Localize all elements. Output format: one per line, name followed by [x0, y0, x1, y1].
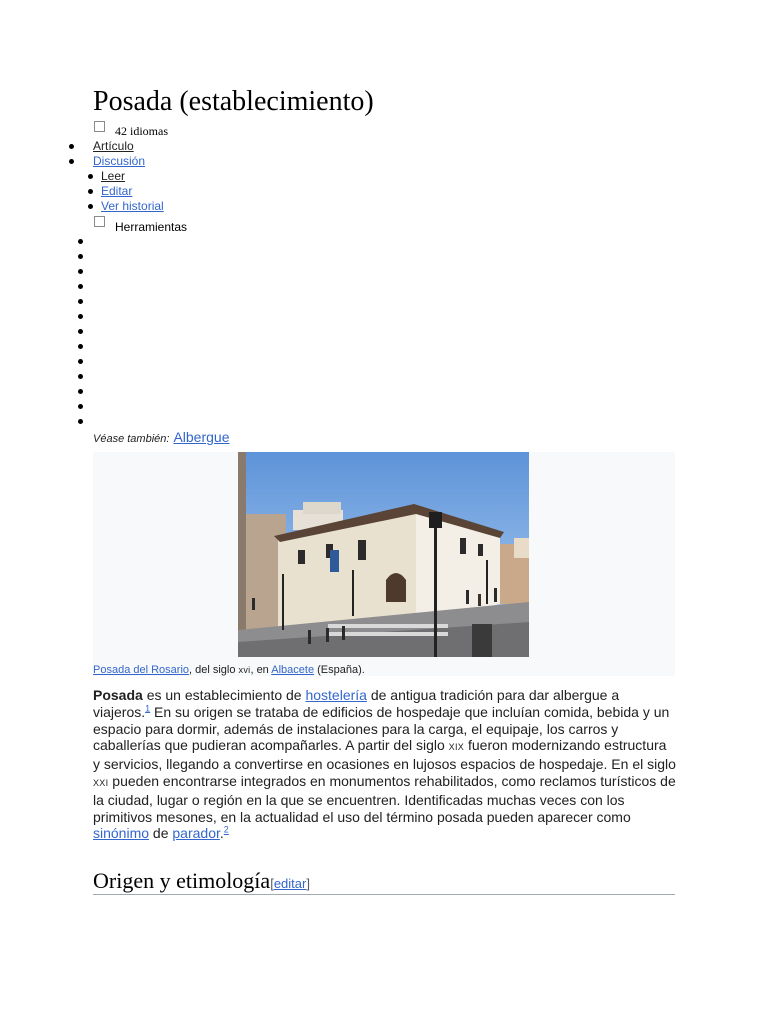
edit-label[interactable]: editar [273, 876, 307, 891]
intro-bold-term: Posada [93, 687, 143, 703]
albacete-link[interactable]: Albacete [271, 664, 315, 676]
intro-text: es un establecimiento de [142, 687, 306, 703]
tools-menu-bullet [78, 329, 83, 334]
tools-menu-bullet [78, 299, 83, 304]
caption-text: , del siglo [189, 664, 239, 676]
posada-photo[interactable] [238, 452, 529, 657]
tools-menu-bullet [78, 269, 83, 274]
tools-menu-bullet [78, 344, 83, 349]
tools-menu-bullet [78, 359, 83, 364]
edit-bracket: ] [306, 876, 310, 891]
tools-label[interactable]: Herramientas [115, 220, 188, 234]
albergue-link[interactable]: Albergue [173, 429, 230, 445]
section-heading-title: Origen y etimología [93, 868, 271, 893]
reference-1-link[interactable]: 1 [145, 703, 151, 714]
tab-leer[interactable]: Leer [101, 169, 126, 183]
caption-text: (España). [314, 664, 365, 676]
list-bullet [88, 174, 93, 179]
hatnote [93, 429, 229, 445]
caption-text: , en [250, 664, 272, 676]
tools-menu-bullet [78, 284, 83, 289]
intro-text: . [219, 825, 224, 842]
intro-text: de [149, 825, 173, 842]
caption-century: xvi [238, 665, 251, 675]
reference-2-link[interactable]: 2 [223, 824, 229, 835]
list-bullet [69, 159, 74, 164]
edit-bracket: [ [270, 876, 274, 891]
tab-articulo[interactable]: Artículo [93, 139, 134, 153]
tools-menu-bullet [78, 374, 83, 379]
tab-discusion[interactable]: Discusión [93, 154, 146, 168]
languages-checkbox[interactable] [94, 121, 105, 132]
hosteleria-link[interactable]: hostelería [305, 687, 367, 703]
intro-text: pueden encontrarse integrados en monumentos rehabilitados, como reclamos turísticos de la ciudad, lugar o región en la que se encuentren. Identificadas muchas veces con los primitivos mesones, en la actualidad el uso del término posada pueden aparecer como [93, 772, 676, 825]
list-bullet [69, 144, 74, 149]
tools-menu-bullet [78, 254, 83, 259]
intro-text: En su origen se trataba de edificios de hospedaje que incluían comida, bebida y un espacio para dormir, además de instalaciones para la carga, el equipaje, los carros y caballerías que pudieran acompañarles. A partir del siglo [93, 703, 670, 754]
tools-checkbox[interactable] [94, 216, 105, 227]
page-title: Posada (establecimiento) [93, 86, 374, 117]
tab-ver-historial[interactable]: Ver historial [101, 199, 164, 213]
intro-text: fueron modernizando estructura y servicios, llegando a convertirse en ocasiones en lujosos espacios de hospedaje. En el siglo [93, 737, 676, 773]
section-edit-link[interactable] [270, 876, 310, 891]
list-bullet [88, 204, 93, 209]
century-xxi: XXI [93, 777, 109, 788]
intro-text: de antigua tradición para dar albergue a viajeros. [93, 687, 620, 720]
parador-link[interactable]: parador [172, 825, 220, 842]
tools-menu-bullet [78, 404, 83, 409]
tools-menu-bullet [78, 389, 83, 394]
century-xix: XIX [448, 742, 465, 753]
tools-menu-bullet [78, 239, 83, 244]
tools-menu-bullet [78, 419, 83, 424]
section-heading-origen [93, 868, 675, 895]
sinonimo-link[interactable]: sinónimo [93, 825, 150, 842]
tab-editar[interactable]: Editar [101, 184, 133, 198]
list-bullet [88, 189, 93, 194]
figure-caption [93, 663, 365, 677]
languages-label[interactable]: 42 idiomas [115, 124, 168, 138]
posada-del-rosario-link[interactable]: Posada del Rosario [93, 664, 190, 676]
tools-menu-bullet [78, 314, 83, 319]
hatnote-label: Véase también: [93, 433, 170, 445]
intro-paragraph [93, 687, 677, 842]
